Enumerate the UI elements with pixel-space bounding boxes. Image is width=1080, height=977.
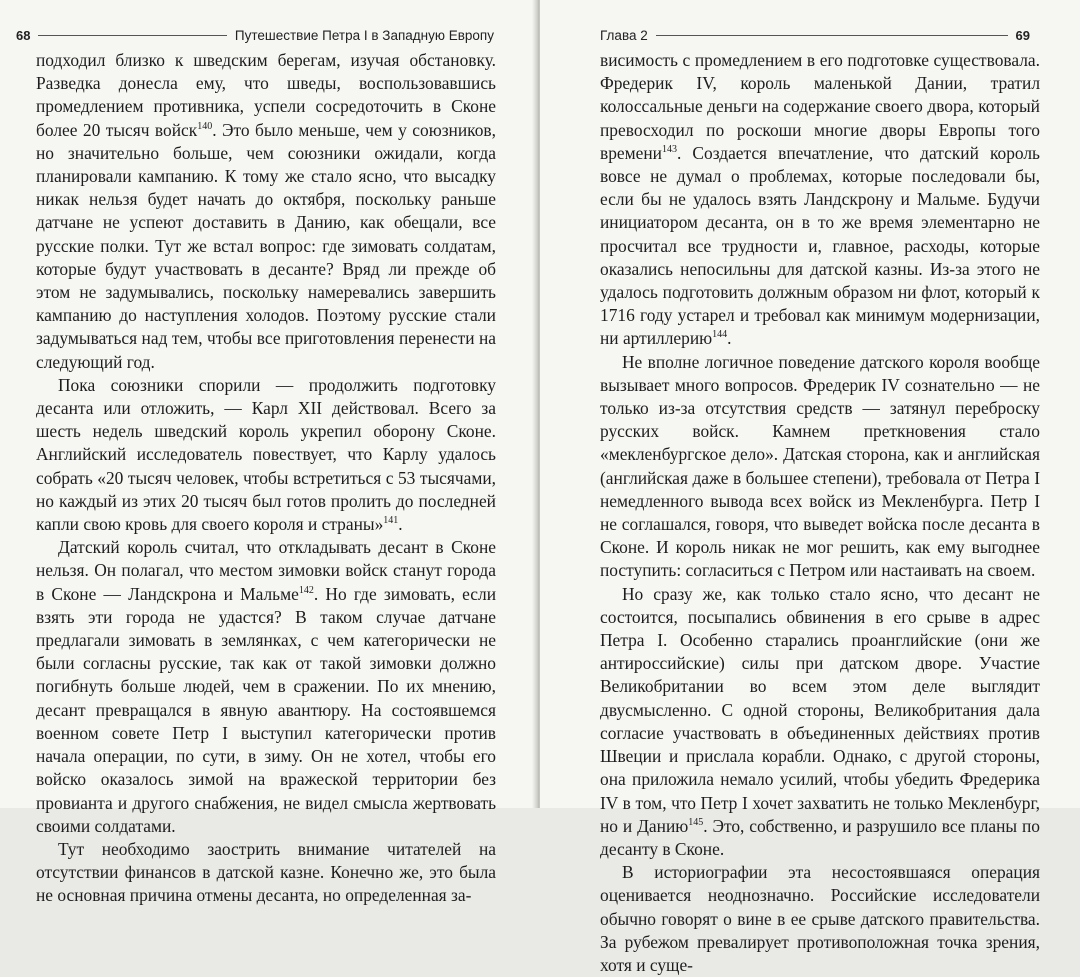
right-running-title: Глава 2	[600, 28, 648, 43]
footnote-ref: 142	[298, 584, 314, 596]
paragraph-text: Пока союзники спорили — продолжить подготовку десанта или отложить, — Карл XII действовал. Всего за шесть недель шведский король укрепил оборону Сконе. Английский исследователь повествует, что Карлу удалось собрать «20 тысяч человек, чтобы встретиться с 53 тысячами, но каждый из этих 20 тысяч был готов пролить до последней капли свою кровь для своего короля и страны»	[36, 374, 496, 535]
paragraph-text: Не вполне логичное поведение датского короля вообще вызывает много вопросов. Фредерик IV сознательно — не только из-за отсутствия средств — затянул переброску русских войск. Камнем преткновения стало «мекленбургское дело». Датская сторона, как и английская (английская даже в большее степени), требовала от Петра I немедленного вывода всех войск из Мекленбурга. Петр I не соглашался, говоря, что выведет войска после десанта в Сконе. И король никак не мог решить, как ему выгоднее поступить: согласиться с Петром или настаивать на своем.	[600, 351, 1040, 581]
left-running-title: Путешествие Петра I в Западную Европу	[234, 28, 494, 43]
footnote-ref: 145	[688, 816, 704, 828]
paragraph	[36, 374, 496, 536]
paragraph	[600, 49, 1040, 351]
paragraph	[600, 861, 1040, 977]
paragraph-text: висимость с промедлением в его подготовке существовала. Фредерик IV, король маленькой Дании, тратил колоссальные деньги на содержание своего двора, который превосходил по роскоши многие дворы Европы того времени	[600, 50, 1040, 163]
right-page-number: 69	[1015, 28, 1030, 43]
paragraph-text: . Это было меньше, чем у союзников, но значительно больше, чем союзники ожидали, когда планировали кампанию. К тому же стало ясно, что высадку никак нельзя будет начать до октября, поскольку раньше датчане не успеют доставить в Данию, как обещали, все русские полки. Тут же встал вопрос: где зимовать солдатам, которые будут участвовать в десанте? Вряд ли прежде об этом не задумывались, поскольку намеревались завершить кампанию до наступления холодов. Поэтому русские стали задумываться над тем, чтобы все приготовления перенести на следующий год.	[36, 119, 496, 372]
paragraph-text: . Это, собственно, и разрушило все планы по десанту в Сконе.	[600, 815, 1040, 859]
paragraph	[36, 49, 496, 374]
paragraph-text: . Создается впечатление, что датский король вовсе не думал о проблемах, которые последовали бы, если бы не удалось взять Ландскрону и Мальме. Будучи инициатором десанта, он в то же время элементарно не просчитал все трудности и, главное, расходы, которые оказались непосильны для датской казны. Из-за этого не удалось подготовить должным образом ни флот, который к 1716 году устарел и требовал как минимум модернизации, ни артиллерию	[600, 142, 1040, 349]
footnote-ref: 143	[661, 144, 677, 156]
header-rule	[656, 35, 1008, 36]
paragraph-text: подходил близко к шведским берегам, изучая обстановку. Разведка донесла ему, что шведы, воспользовавшись промедлением противника, успели сосредоточить в Сконе более 20 тысяч войск	[36, 50, 496, 140]
left-page-number: 68	[16, 28, 31, 43]
paragraph	[600, 583, 1040, 861]
footnote-ref: 141	[383, 515, 399, 527]
paragraph-text: . Но где зимовать, если взять эти города не удастся? В таком случае датчане предлагали зимовать в землянках, с чем категорически не были согласны русские, так как от такой зимовки должно погибнуть больше людей, чем в сражении. По их мнению, десант превращался в явную авантюру. На состоявшемся военном совете Петр I выступил категорически против начала операции, по сути, в зиму. Он не хотел, чтобы его войско оказалось зимой на вражеской территории без провианта и другого снабжения, не видел смысла жертвовать своими солдатами.	[36, 583, 497, 836]
paragraph-text: Но сразу же, как только стало ясно, что десант не состоится, посыпались обвинения в его срыве в адрес Петра I. Особенно старались проанглийские (они же антироссийские) силы при датском дворе. Участие Великобритании во всем этом деле выглядит двусмысленно. С одной стороны, Великобритания дала согласие участвовать в объединенных действиях против Швеции и прислала корабли. Однако, с другой стороны, она приложила немало усилий, чтобы убедить Фредерика IV в том, что Петр I хочет захватить не только Мекленбург, но и Данию	[600, 583, 1040, 836]
right-page-header	[600, 28, 1030, 43]
paragraph-text: .	[398, 514, 403, 535]
footnote-ref: 144	[712, 329, 728, 341]
paragraph-text: Датский король считал, что откладывать десант в Сконе нельзя. Он полагал, что местом зимовки войск станут города в Сконе — Ландскрона и Мальме	[36, 537, 496, 604]
left-page	[0, 0, 536, 906]
paragraph	[36, 838, 496, 908]
left-page-header	[16, 28, 494, 43]
right-page	[540, 0, 1080, 975]
paragraph	[600, 351, 1040, 583]
footnote-ref: 140	[197, 120, 213, 132]
paragraph-text: В историографии эта несостоявшаяся операция оценивается неоднозначно. Российские исследователи обычно говорят о вине в ее срыве датского правительства. За рубежом превалирует противоположная точка зрения, хотя и суще-	[600, 862, 1040, 975]
header-rule	[38, 35, 226, 36]
right-page-body	[600, 49, 1040, 977]
paragraph	[36, 536, 496, 838]
left-page-body	[36, 49, 496, 908]
paragraph-text: .	[727, 328, 732, 349]
paragraph-text: Тут необходимо заострить внимание читателей на отсутствии финансов в датской казне. Конечно же, это была не основная причина отмены десанта, но определенная за-	[36, 838, 496, 906]
